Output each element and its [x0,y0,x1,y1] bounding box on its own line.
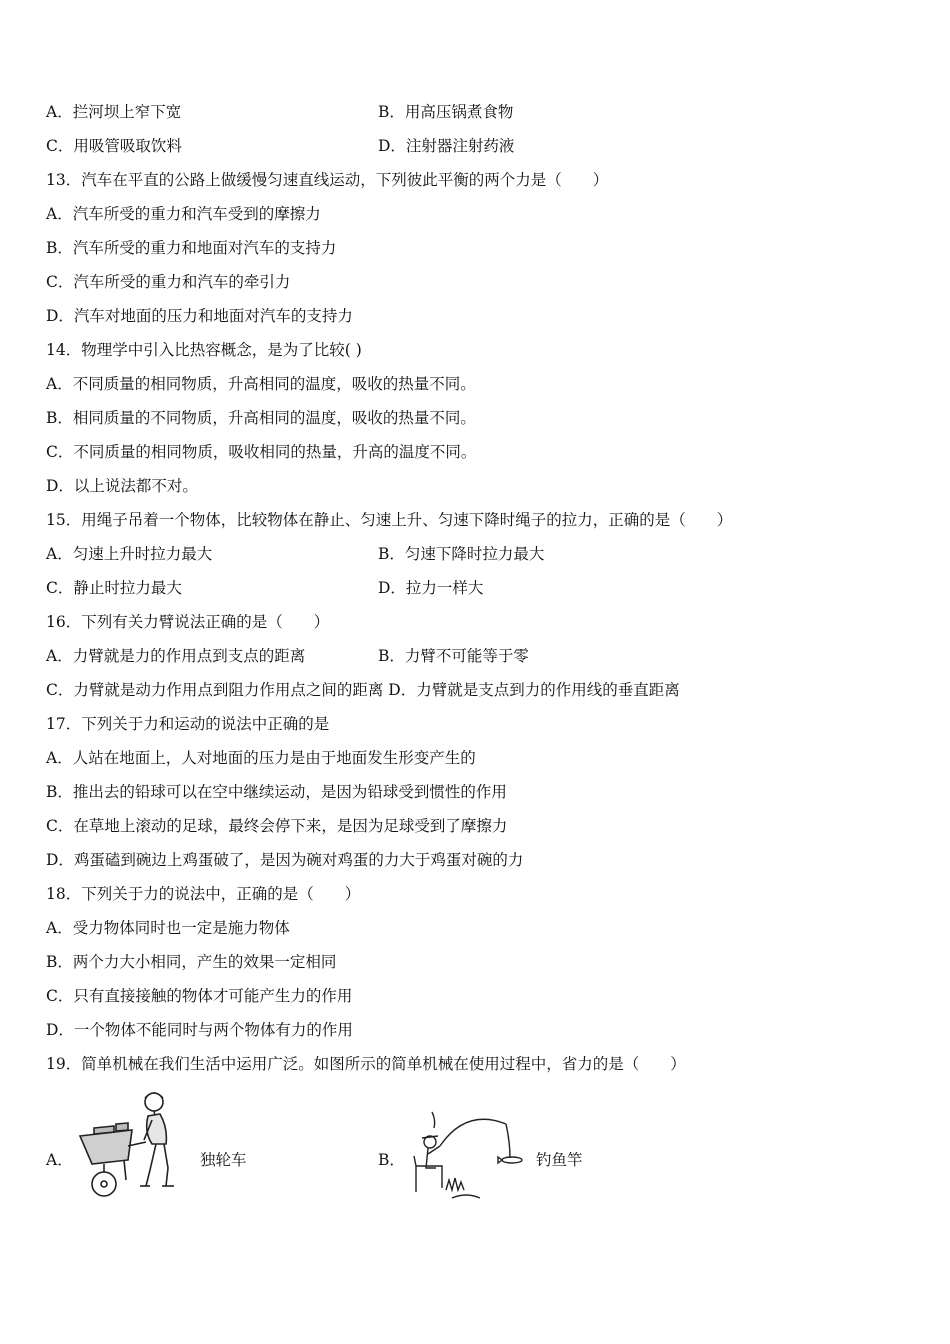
q17-stem: 17．下列关于力和运动的说法中正确的是 [46,715,330,733]
q12-option-d: D．注射器注射药液 [378,137,515,155]
q16-stem: 16．下列有关力臂说法正确的是（ ） [46,613,330,631]
q19-option-b-letter: B． [378,1151,405,1169]
q14-stem: 14．物理学中引入比热容概念，是为了比较( ) [46,341,362,359]
q13-option-a: A．汽车所受的重力和汽车受到的摩擦力 [46,205,321,223]
q19-option-b-caption: 钓鱼竿 [536,1151,583,1169]
q19-stem: 19．简单机械在我们生活中运用广泛。如图所示的简单机械在使用过程中，省力的是（ ） [46,1055,686,1073]
q12-option-a: A．拦河坝上窄下宽 [46,103,182,121]
q15-option-b: B．匀速下降时拉力最大 [378,545,545,563]
q14-option-b: B．相同质量的不同物质，升高相同的温度，吸收的热量不同。 [46,409,476,427]
q15-option-a: A．匀速上升时拉力最大 [46,545,213,563]
q15-option-c: C．静止时拉力最大 [46,579,182,597]
q13-option-d: D．汽车对地面的压力和地面对汽车的支持力 [46,307,353,325]
q13-stem: 13．汽车在平直的公路上做缓慢匀速直线运动，下列彼此平衡的两个力是（ ） [46,171,609,189]
q12-option-b: B．用高压锅煮食物 [378,103,514,121]
q15-stem: 15．用绳子吊着一个物体，比较物体在静止、匀速上升、匀速下降时绳子的拉力，正确的是（ ） [46,511,733,529]
q14-option-a: A．不同质量的相同物质，升高相同的温度，吸收的热量不同。 [46,375,476,393]
q17-option-b: B．推出去的铅球可以在空中继续运动，是因为铅球受到惯性的作用 [46,783,507,801]
q14-option-d: D．以上说法都不对。 [46,477,198,495]
q17-option-d: D．鸡蛋磕到碗边上鸡蛋破了，是因为碗对鸡蛋的力大于鸡蛋对碗的力 [46,851,524,869]
q17-option-a: A．人站在地面上，人对地面的压力是由于地面发生形变产生的 [46,749,476,767]
fishing-rod-figure [406,1106,530,1204]
q14-option-c: C．不同质量的相同物质，吸收相同的热量，升高的温度不同。 [46,443,477,461]
q18-option-c: C．只有直接接触的物体才可能产生力的作用 [46,987,353,1005]
q16-option-a: A．力臂就是力的作用点到支点的距离 [46,647,306,665]
wheelbarrow-figure [74,1088,194,1204]
q19-option-a-letter: A． [46,1151,73,1169]
q16-option-c-d: C．力臂就是动力作用点到阻力作用点之间的距离 D．力臂就是支点到力的作用线的垂直距离 [46,681,680,699]
q19-option-a-caption: 独轮车 [200,1151,247,1169]
q13-option-c: C．汽车所受的重力和汽车的牵引力 [46,273,291,291]
q13-option-b: B．汽车所受的重力和地面对汽车的支持力 [46,239,337,257]
q18-option-b: B．两个力大小相同，产生的效果一定相同 [46,953,337,971]
q18-stem: 18．下列关于力的说法中，正确的是（ ） [46,885,361,903]
q15-option-d: D．拉力一样大 [378,579,484,597]
q18-option-d: D．一个物体不能同时与两个物体有力的作用 [46,1021,353,1039]
q12-option-c: C．用吸管吸取饮料 [46,137,182,155]
q17-option-c: C．在草地上滚动的足球，最终会停下来，是因为足球受到了摩擦力 [46,817,508,835]
q18-option-a: A．受力物体同时也一定是施力物体 [46,919,290,937]
q16-option-b: B．力臂不可能等于零 [378,647,529,665]
